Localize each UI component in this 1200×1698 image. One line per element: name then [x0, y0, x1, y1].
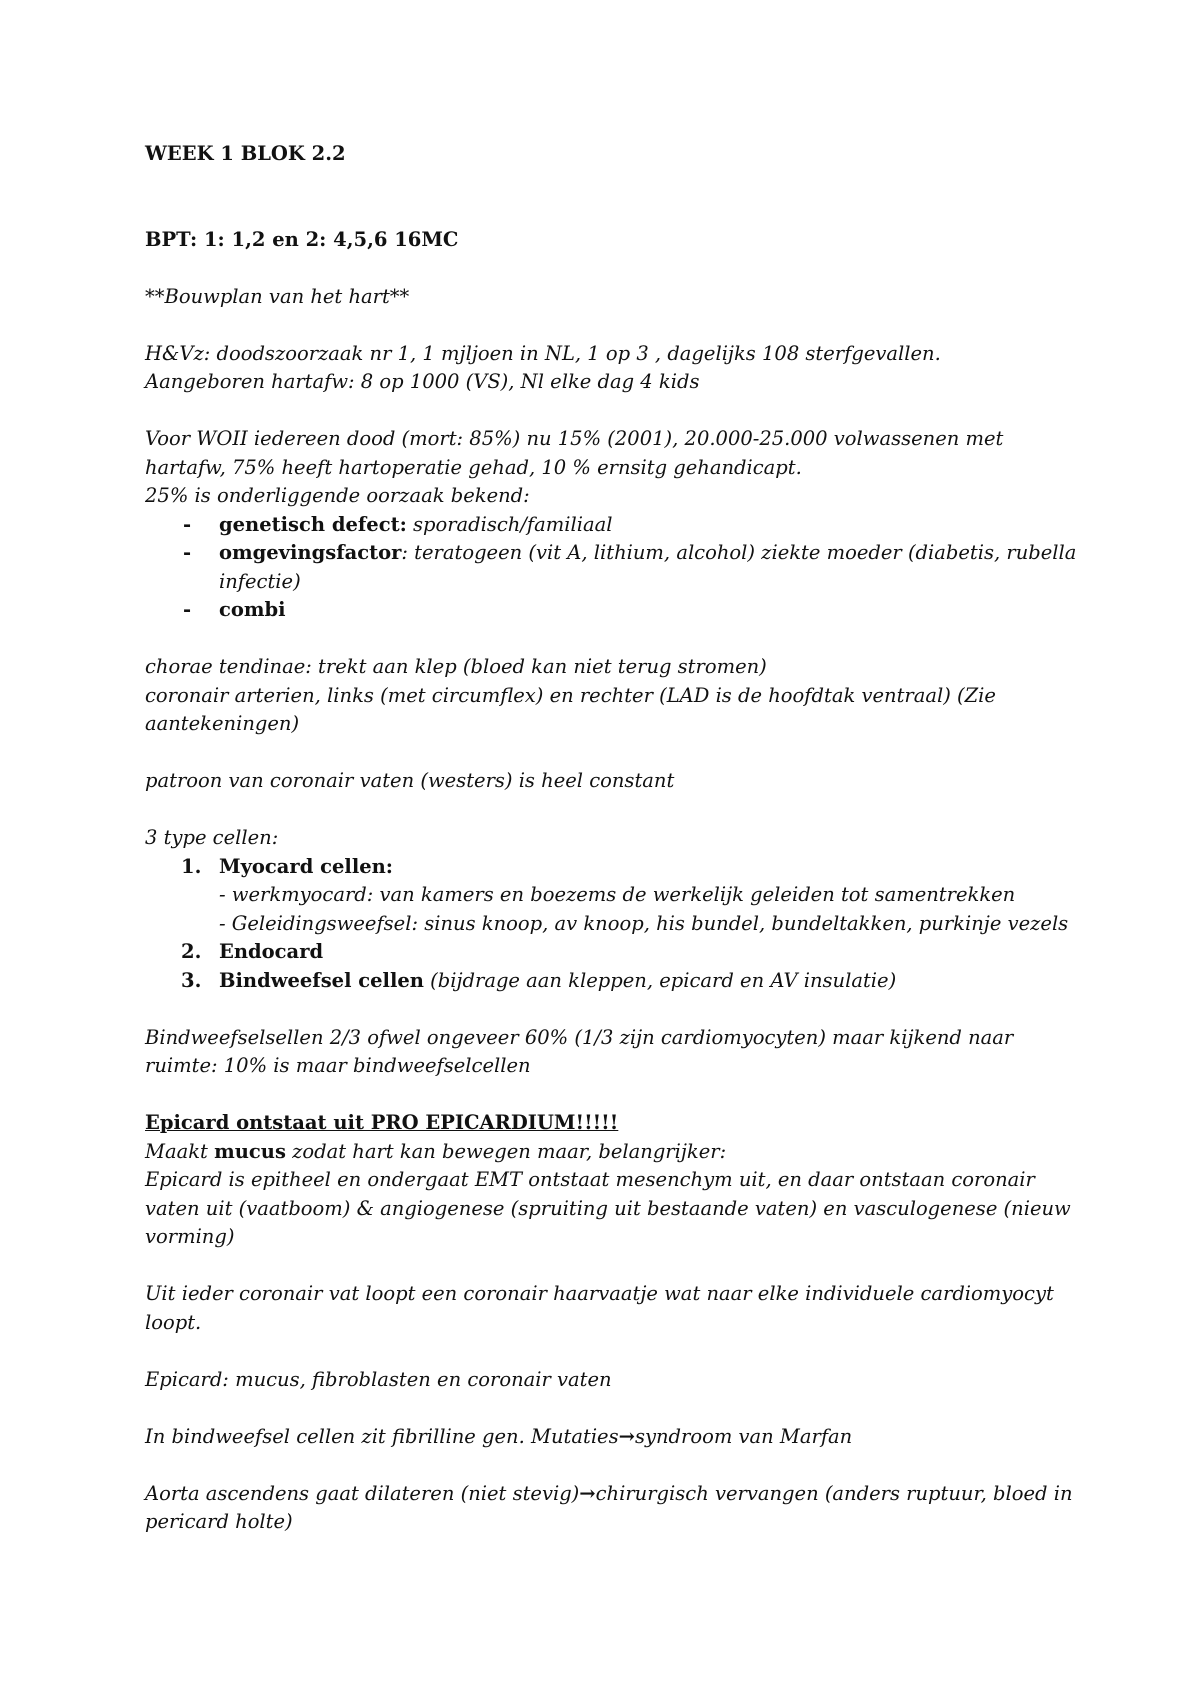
bpt-line: BPT: 1: 1,2 en 2: 4,5,6 16MC [145, 227, 459, 251]
aorta-line [145, 1480, 1085, 1537]
epicard-heading: Epicard ontstaat uit PRO EPICARDIUM!!!!! [145, 1111, 619, 1134]
arrow-right-icon: → [579, 1481, 596, 1505]
document-title: WEEK 1 BLOK 2.2 [145, 142, 346, 165]
cause-label: genetisch defect: [219, 512, 407, 536]
cell-type-label: Bindweefsel cellen [219, 968, 424, 992]
history-paragraph: Voor WOII iedereen dood (mort: 85%) nu 15% (2001), 20.000-25.000 volwassenen met hartafw, 75% heeft hartoperatie gehad, 10 % ernsitg gehandicapt. [145, 427, 1004, 479]
aorta-b: chirurgisch vervangen (anders ruptuur, bloed in pericard holte) [145, 1481, 1073, 1533]
intro-line-2: Aangeboren hartafw: 8 op 1000 (VS), Nl elke dag 4 kids [145, 370, 700, 393]
fibrilline-a: In bindweefsel cellen zit fibrilline gen. Mutaties [145, 1424, 619, 1448]
cell-type-sub-1: - werkmyocard: van kamers en boezems de werkelijk geleiden tot samentrekken [219, 883, 1016, 906]
document-body [145, 140, 1085, 1537]
cell-types-intro: 3 type cellen: [145, 826, 279, 849]
mucus-term: mucus [214, 1139, 286, 1163]
cell-type-label: Myocard cellen: [219, 854, 394, 878]
cause-item-combi [145, 596, 1085, 625]
cell-type-sub-2: - Geleidingsweefsel: sinus knoop, av knoop, his bundel, bundeltakken, purkinje vezels [219, 911, 1069, 935]
cause-item-genetic [145, 511, 1085, 540]
cause-label: combi [219, 598, 286, 621]
cell-type-item-1 [145, 853, 1085, 882]
chorae-line: chorae tendinae: trekt aan klep (bloed kan niet terug stromen) [145, 655, 767, 678]
list-number: 3. [181, 968, 202, 992]
cause-text: sporadisch/familiaal [406, 512, 613, 536]
cell-type-label: Endocard [219, 940, 324, 963]
arrow-right-icon: → [618, 1424, 635, 1448]
cause-label: omgevingsfactor [219, 541, 402, 564]
cell-type-item-3 [145, 967, 1085, 996]
epicard-line-2: Epicard is epitheel en ondergaat EMT ontstaat mesenchym uit, en daar ontstaan coronair vaten uit (vaatboom) & angiogenese (spruiting uit bestaande vaten) en vasculogenese (nieuw vorming) [145, 1168, 1071, 1248]
patroon-line: patroon van coronair vaten (westers) is heel constant [145, 769, 675, 792]
list-number: 1. [181, 854, 202, 878]
bullet-dash: - [183, 512, 192, 536]
cause-text: : teratogeen (vit A, lithium, alcohol) ziekte moeder (diabetis, rubella infectie) [219, 541, 1077, 593]
cause-item-environment [145, 539, 1085, 596]
epicard-line-1-c: zodat hart kan bewegen maar, belangrijker: [285, 1139, 727, 1163]
epicard-line-1 [145, 1138, 1085, 1167]
epicard-summary: Epicard: mucus, fibroblasten en coronair vaten [145, 1367, 612, 1391]
cell-type-text: (bijdrage aan kleppen, epicard en AV insulatie) [423, 968, 897, 992]
intro-line-1: H&Vz: doodszoorzaak nr 1, 1 mjljoen in NL, 1 op 3 , dagelijks 108 sterfgevallen. [145, 341, 941, 365]
haarvaatje-paragraph: Uit ieder coronair vat loopt een coronair haarvaatje wat naar elke individuele cardiomyocyt loopt. [145, 1282, 1054, 1334]
cell-type-item-2 [145, 938, 1085, 967]
aorta-a: Aorta ascendens gaat dilateren (niet stevig) [145, 1481, 580, 1505]
bullet-dash: - [183, 541, 192, 564]
fibrilline-line [145, 1423, 1085, 1452]
coronair-line: coronair arterien, links (met circumflex) en rechter (LAD is de hoofdtak ventraal) (Zie aantekeningen) [145, 683, 996, 735]
bullet-dash: - [183, 598, 192, 621]
bindweefsel-paragraph: Bindweefselsellen 2/3 ofwel ongeveer 60% (1/3 zijn cardiomyocyten) maar kijkend naar ruimte: 10% is maar bindweefselcellen [145, 1025, 1014, 1077]
section-heading: **Bouwplan van het hart** [145, 284, 410, 308]
epicard-line-1-a: Maakt [145, 1139, 215, 1163]
fibrilline-b: syndroom van Marfan [634, 1424, 853, 1448]
cause-intro: 25% is onderliggende oorzaak bekend: [145, 484, 530, 507]
list-number: 2. [181, 940, 202, 963]
